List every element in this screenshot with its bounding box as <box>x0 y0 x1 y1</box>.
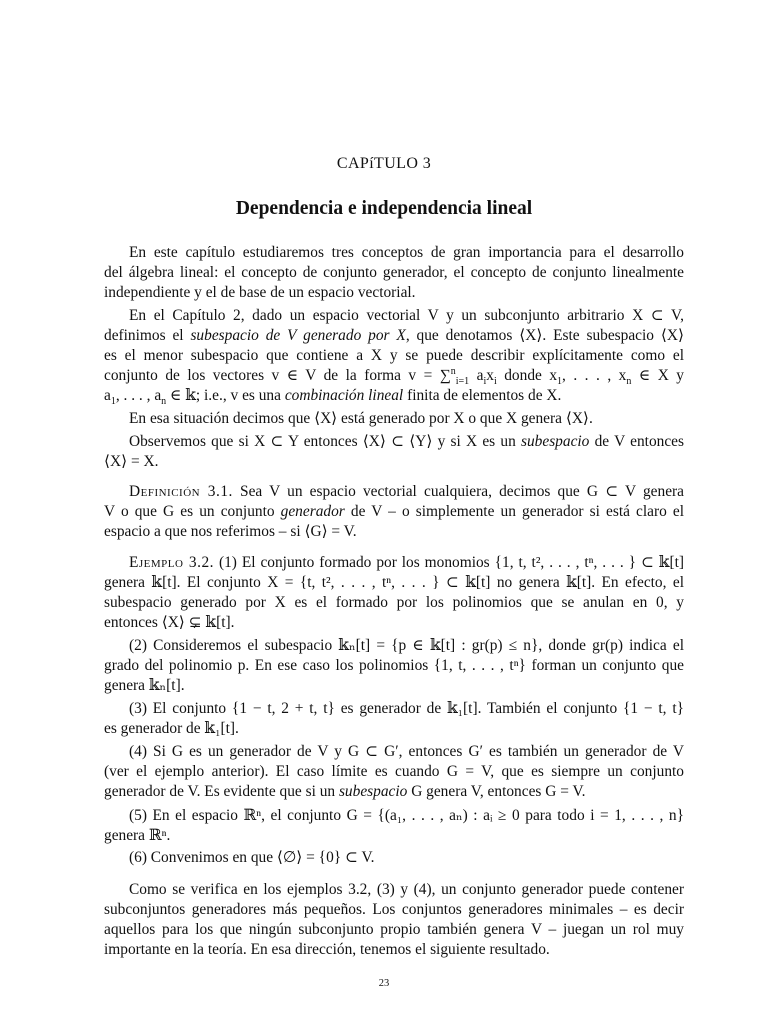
item5-line-1: (5) En el espacio ℝⁿ, el conjunto G = {(a₁, . . . , aₙ) : aᵢ ≥ 0 para todo i = 1, . . . , n} <box>129 807 684 824</box>
intro-line-2: del álgebra lineal: el concepto de conjunto generador, el concepto de conjunto linealmente <box>104 264 684 281</box>
item3-line-1: (3) El conjunto {1 − t, 2 + t, t} es generador de 𝕜₁[t]. También el conjunto {1 − t, t} <box>129 700 684 717</box>
p2-line-1: En el Capítulo 2, dado un espacio vectorial V y un subconjunto arbitrario X ⊂ V, <box>129 307 684 324</box>
chapter-title: Dependencia e independencia lineal <box>235 198 533 219</box>
p2-line-3: es el menor subespacio que contiene a X y se puede describir explícitamente como el <box>104 347 684 364</box>
p4-line-1: Observemos que si X ⊂ Y entonces ⟨X⟩ ⊂ ⟨Y⟩ y si X es un subespacio de V entonces <box>129 433 684 450</box>
ej32-line-2: genera 𝕜[t]. El conjunto X = {t, t², . . . , tⁿ, . . . } ⊂ 𝕜[t] no genera 𝕜[t]. En efecto, el <box>104 574 684 591</box>
item4-line-2: (ver el ejemplo anterior). El caso límite es cuando G = V, que es siempre un conjunto <box>104 763 684 780</box>
item5-line-2: genera ℝⁿ. <box>104 827 171 844</box>
closing-line-4: importante en la teoría. En esa dirección, tenemos el siguiente resultado. <box>104 941 550 958</box>
intro-line-3: independiente y el de base de un espacio vectorial. <box>104 284 416 301</box>
closing-line-1: Como se verifica en los ejemplos 3.2, (3) y (4), un conjunto generador puede contener <box>129 881 684 898</box>
item4-line-3: generador de V. Es evidente que si un subespacio G genera V, entonces G = V. <box>104 783 586 800</box>
item2-line-1: (2) Consideremos el subespacio 𝕜ₙ[t] = {p ∈ 𝕜[t] : gr(p) ≤ n}, donde gr(p) indica el <box>129 637 684 654</box>
item6-line: (6) Convenimos en que ⟨∅⟩ = {0} ⊂ V. <box>129 849 375 866</box>
closing-line-2: subconjuntos generadores más pequeños. Los conjuntos generadores minimales – es decir <box>104 901 684 918</box>
p4-line-2: ⟨X⟩ = X. <box>104 453 159 470</box>
p3-line: En esa situación decimos que ⟨X⟩ está generado por X o que X genera ⟨X⟩. <box>129 410 593 427</box>
item2-line-3: genera 𝕜ₙ[t]. <box>104 677 185 694</box>
page-number: 23 <box>378 978 390 989</box>
closing-line-3: aquellos para los que ningún subconjunto propio también genera V – juegan un rol muy <box>104 921 684 938</box>
item4-line-1: (4) Si G es un generador de V y G ⊂ G′, entonces G′ es también un generador de V <box>129 743 684 760</box>
p2-line-5: $a_1$, . . . , $a_n$ ∈ 𝕜; i.e., v es una combinación lineal finita de elementos de X. <box>104 387 562 408</box>
p2-line-4: conjunto de los vectores v ∈ V de la forma v = ∑$^n_{i=1}$ $a_ix_i$ donde $x_1$, . . . , $x_n$ ∈ X y <box>104 365 684 388</box>
def31-line-1: Definición 3.1. Sea V un espacio vectorial cualquiera, decimos que G ⊂ V genera <box>129 483 684 500</box>
ej32-line-4: entonces ⟨X⟩ ⊊ 𝕜[t]. <box>104 614 235 631</box>
ej32-line-1: Ejemplo 3.2. (1) El conjunto formado por los monomios {1, t, t², . . . , tⁿ, . . . } ⊂ 𝕜[t] <box>129 554 684 571</box>
item3-line-2: es generador de 𝕜₁[t]. <box>104 720 239 737</box>
example-label: Ejemplo 3.2. <box>129 554 214 571</box>
definition-label: Definición 3.1. <box>129 483 233 500</box>
ej32-line-3: subespacio generado por X es el formado por los polinomios que se anulan en 0, y <box>104 594 684 611</box>
def31-line-3: espacio a que nos referimos – si ⟨G⟩ = V. <box>104 523 357 540</box>
def31-line-2: V o que G es un conjunto generador de V – o simplemente un generador si está claro el <box>104 503 684 520</box>
p2-line-2: definimos el subespacio de V generado por X, que denotamos ⟨X⟩. Este subespacio ⟨X⟩ <box>104 327 684 344</box>
chapter-label: CAPíTULO 3 <box>336 155 432 172</box>
item2-line-2: grado del polinomio p. En ese caso los polinomios {1, t, . . . , tⁿ} forman un conjunto que <box>104 657 684 674</box>
intro-line-1: En este capítulo estudiaremos tres conceptos de gran importancia para el desarrollo <box>129 244 684 261</box>
